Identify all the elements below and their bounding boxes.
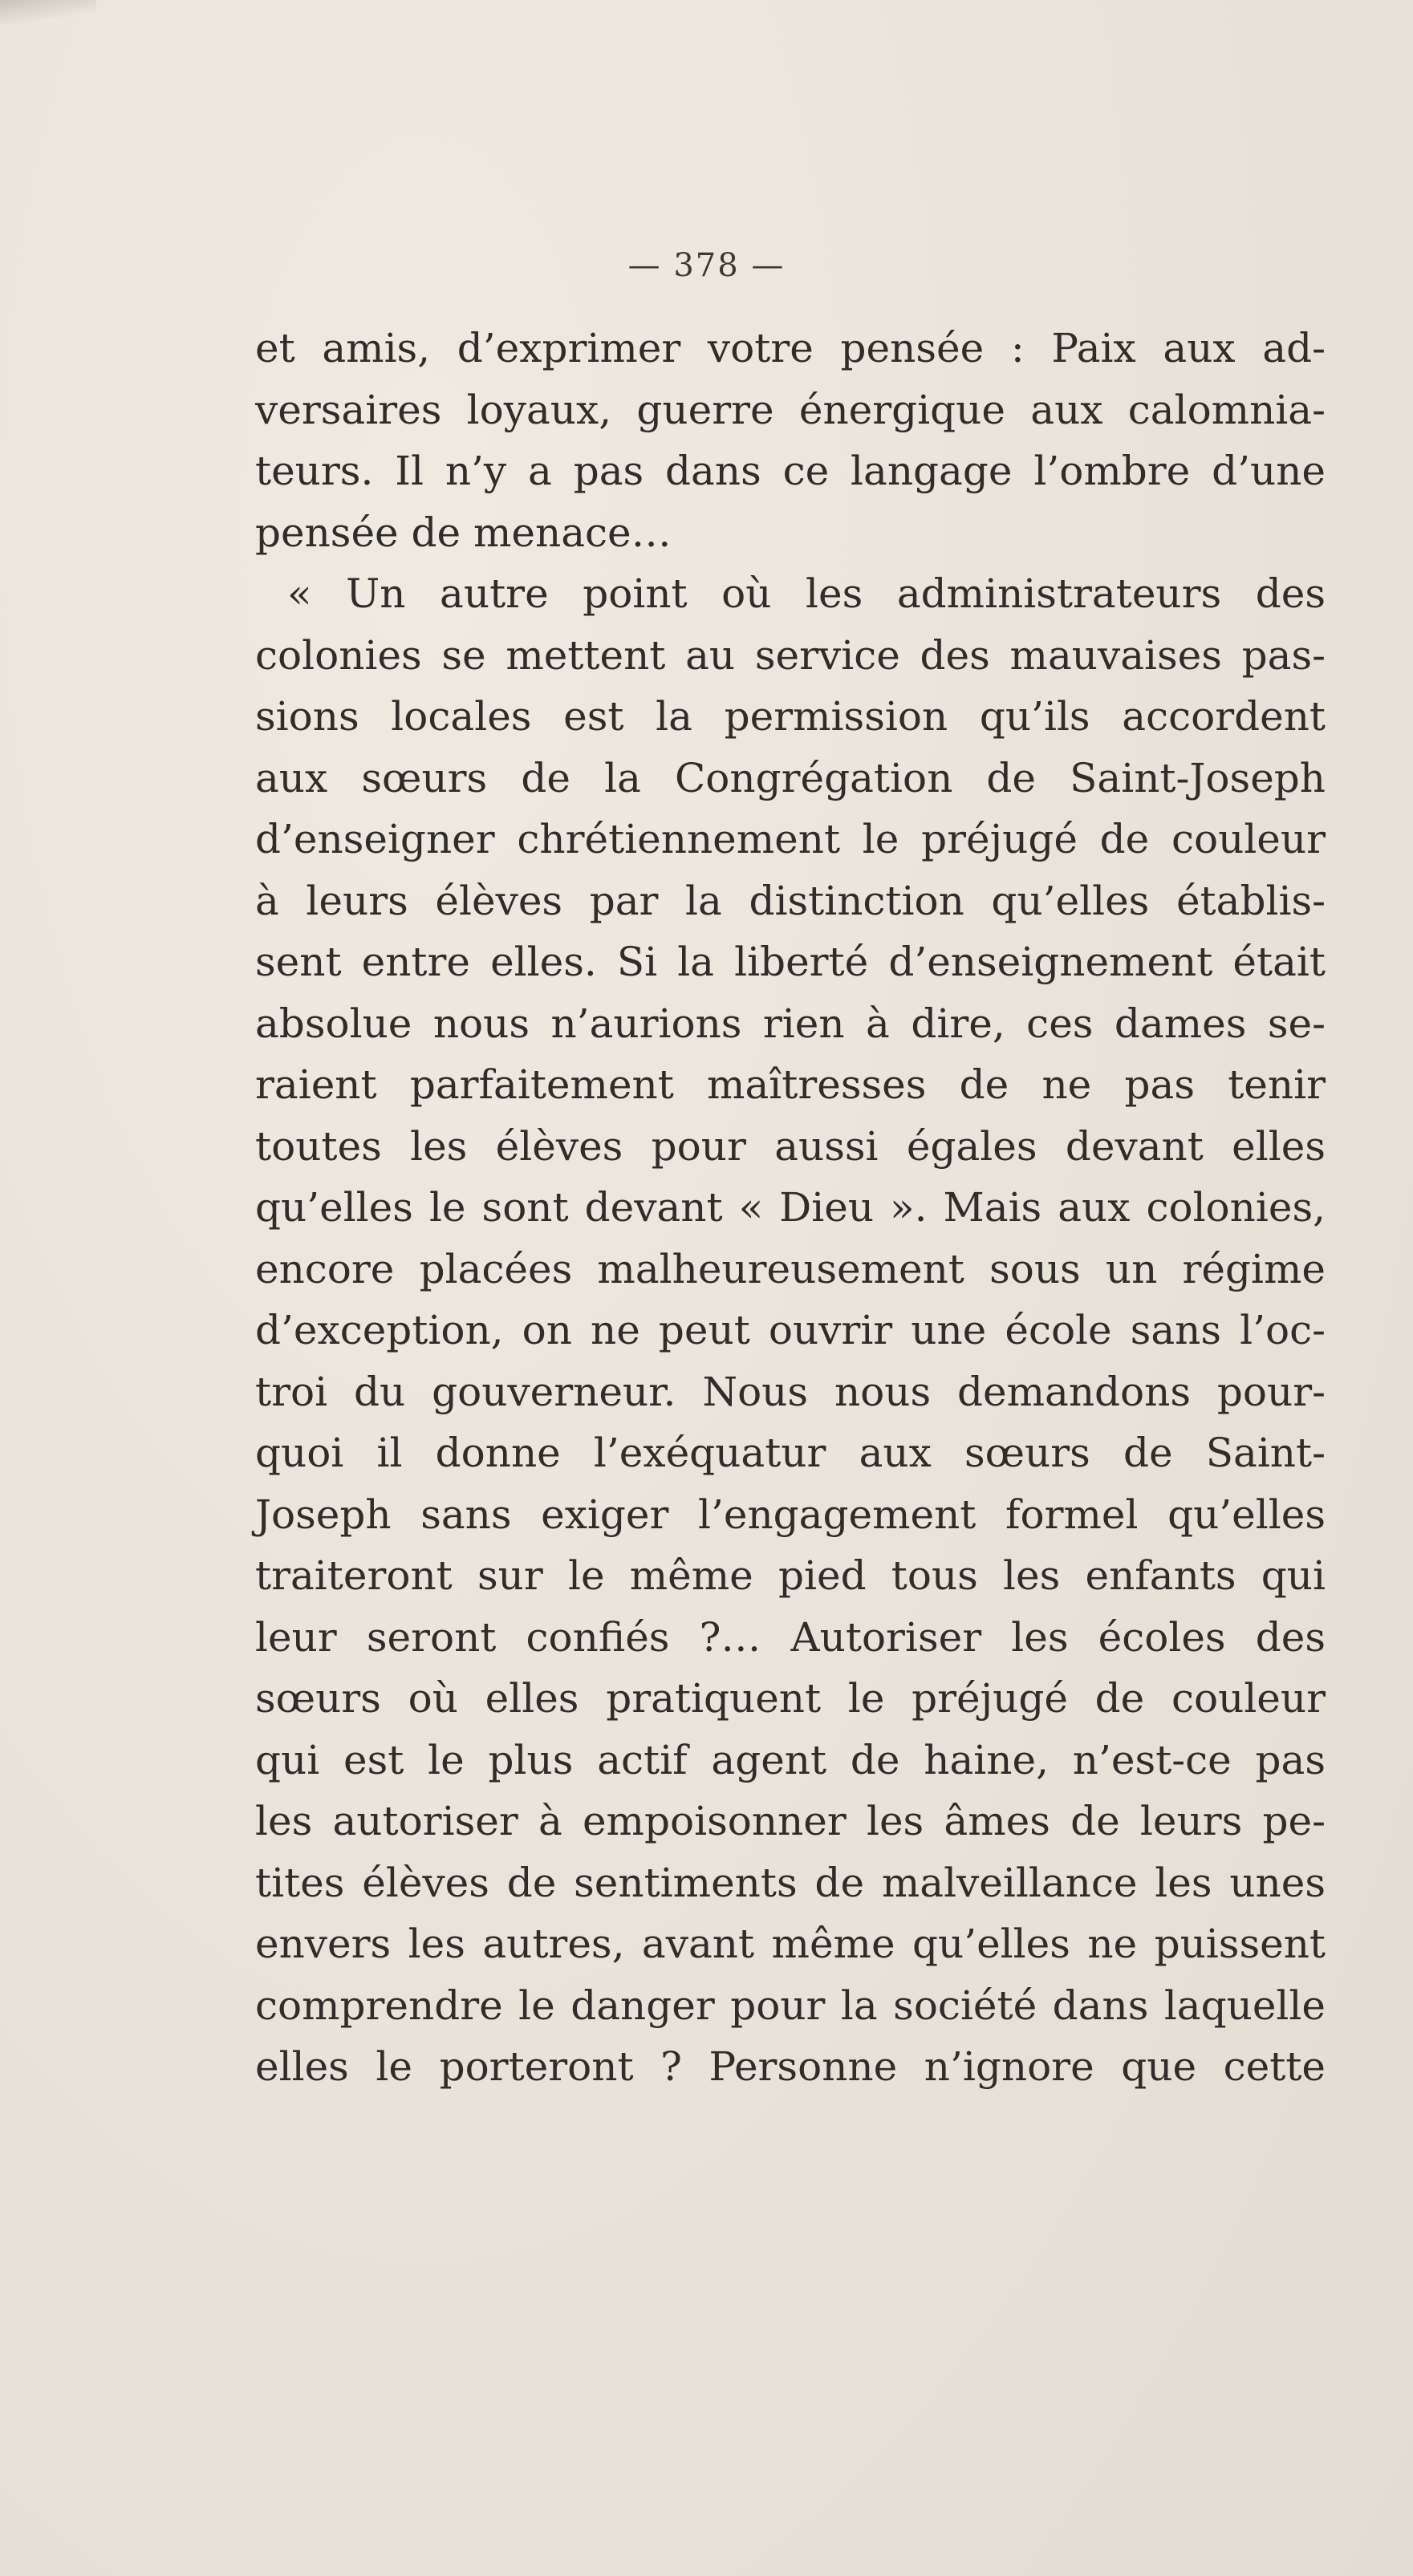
text-line: Joseph sans exiger l’engagement formel qu’elles xyxy=(255,1491,1326,1538)
text-line: absolue nous n’aurions rien à dire, ces dames se- xyxy=(255,1000,1326,1047)
text-line: tites élèves de sentiments de malveillance les unes xyxy=(255,1859,1326,1906)
page-number: — 378 — xyxy=(627,247,786,284)
text-line: troi du gouverneur. Nous nous demandons pour- xyxy=(255,1368,1326,1415)
page-corner-shadow xyxy=(0,0,96,24)
text-line: les autoriser à empoisonner les âmes de leurs pe- xyxy=(255,1798,1326,1844)
body-text xyxy=(255,318,1326,2098)
text-line: à leurs élèves par la distinction qu’elles établis- xyxy=(255,877,1326,924)
text-line: colonies se mettent au service des mauvaises pas- xyxy=(255,631,1326,679)
text-line: et amis, d’exprimer votre pensée : Paix aux ad- xyxy=(255,325,1326,371)
text-line: toutes les élèves pour aussi égales devant elles xyxy=(255,1122,1326,1170)
text-line: sœurs où elles pratiquent le préjugé de couleur xyxy=(255,1675,1326,1722)
text-line: raient parfaitement maîtresses de ne pas tenir xyxy=(255,1061,1326,1108)
text-line: quoi il donne l’exéquatur aux sœurs de Saint- xyxy=(255,1430,1326,1476)
text-line: elles le porteront ? Personne n’ignore que cette xyxy=(255,2043,1326,2090)
text-line: « Un autre point où les administrateurs des xyxy=(287,570,1326,617)
text-line: leur seront confiés ?… Autoriser les écoles des xyxy=(255,1613,1326,1661)
text-line: qui est le plus actif agent de haine, n’est-ce pas xyxy=(255,1736,1326,1783)
text-line: sions locales est la permission qu’ils accordent xyxy=(255,693,1326,740)
text-line: aux sœurs de la Congrégation de Saint-Joseph xyxy=(255,754,1326,801)
text-line: sent entre elles. Si la liberté d’enseignement était xyxy=(255,939,1326,985)
text-line: envers les autres, avant même qu’elles ne puissent xyxy=(255,1921,1326,1967)
text-line: comprendre le danger pour la société dans laquelle xyxy=(255,1982,1326,2029)
text-line: d’exception, on ne peut ouvrir une école sans l’oc- xyxy=(255,1307,1326,1353)
text-line: d’enseigner chrétiennement le préjugé de couleur xyxy=(255,816,1326,862)
text-line: traiteront sur le même pied tous les enfants qui xyxy=(255,1552,1326,1599)
text-line: teurs. Il n’y a pas dans ce langage l’ombre d’une xyxy=(255,448,1326,494)
text-line: encore placées malheureusement sous un régime xyxy=(255,1245,1326,1292)
text-line: qu’elles le sont devant « Dieu ». Mais aux colonies, xyxy=(255,1184,1326,1231)
text-line: versaires loyaux, guerre énergique aux calomnia- xyxy=(255,386,1326,433)
text-line: pensée de menace… xyxy=(255,509,672,556)
